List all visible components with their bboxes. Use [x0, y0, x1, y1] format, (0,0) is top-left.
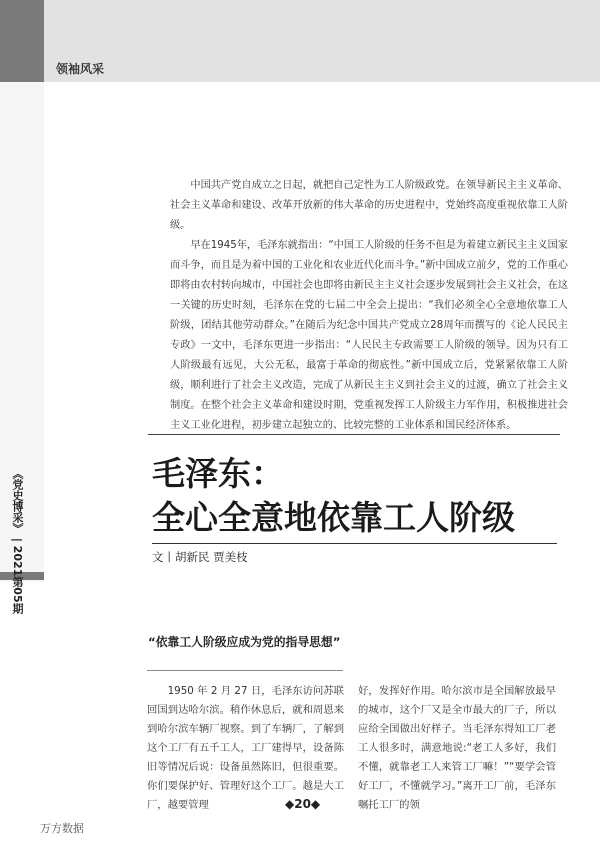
title-line: 毛泽东：	[152, 454, 284, 493]
body-column-left	[147, 682, 344, 815]
article-title	[152, 452, 572, 540]
author-line: 文丨胡新民 贾美枝	[152, 550, 248, 564]
body-paragraph: 好，发挥好作用。哈尔滨市是全国解放最早的城市，这个厂又是全市最大的厂子，所以应给全国做出好样子。当毛泽东得知工厂老工人很多时，满意地说:“老工人多好，我们不懂，就靠老工人来管工厂嘛！”“要学会管好工厂，不懂就学习。”离开工厂前，毛泽东嘱托工厂的领	[358, 685, 556, 811]
title-line: 全心全意地依靠工人阶级	[152, 498, 515, 537]
intro-paragraph: 中国共产党自成立之日起，就把自己定性为工人阶级政党。在领导新民主主义革命、社会主义革命和建设、改革开放新的伟大革命的历史进程中，党始终高度重视依靠工人阶级。	[170, 180, 568, 231]
divider	[147, 670, 343, 671]
intro-paragraph: 早在1945年，毛泽东就指出：“中国工人阶级的任务不但是为着建立新民主主义国家而斗争，而且是为着中国的工业化和农业近代化而斗争。”新中国成立前夕，党的工作重心即将由农村转向城市，中国社会也即将由新民主主义社会逐步发展到社会主义社会，在这一关键的历史时刻，毛泽东在党的七届二中全会上提出：“我们必须全心全意地依靠工人阶级，团结其他劳动群众。”在随后为纪念中国共产党成立28周年而撰写的《论人民民主专政》一文中，毛泽东更进一步指出：“人民民主专政需要工人阶级的领导。因为只有工人阶级最有远见，大公无私，最富于革命的彻底性。”新中国成立后，党紧紧依靠工人阶级，顺利进行了社会主义改造，完成了从新民主主义到社会主义的过渡，确立了社会主义制度。在整个社会主义革命和建设时期，党重视发挥工人阶级主力军作用，积极推进社会主义工业化进程，初步建立起独立的、比较完整的工业体系和国民经济体系。	[170, 240, 568, 431]
divider	[148, 434, 560, 435]
journal-meta: 《党史博采》 | 2021第05期	[11, 468, 24, 614]
subheading: “依靠工人阶级应成为党的指导思想”	[148, 635, 341, 649]
section-tag: 领袖风采	[56, 62, 105, 76]
header-accent-block	[0, 0, 44, 82]
watermark-brand: 万方数据	[40, 822, 84, 835]
body-paragraph: 1950 年 2 月 27 日，毛泽东访问苏联回国到达哈尔滨。稍作休息后，就和周恩来到哈尔滨车辆厂视察。到了车辆厂，了解到这个工厂有五千工人，工厂建得早，设备陈旧等情况后说：设备虽然陈旧，但很重要。你们要保护好、管理好这个工厂。越是大工厂，越要管理	[147, 685, 344, 811]
page-number: ◆20◆	[285, 797, 321, 811]
divider	[152, 543, 557, 544]
intro-text	[170, 176, 568, 436]
body-column-right	[358, 682, 556, 815]
